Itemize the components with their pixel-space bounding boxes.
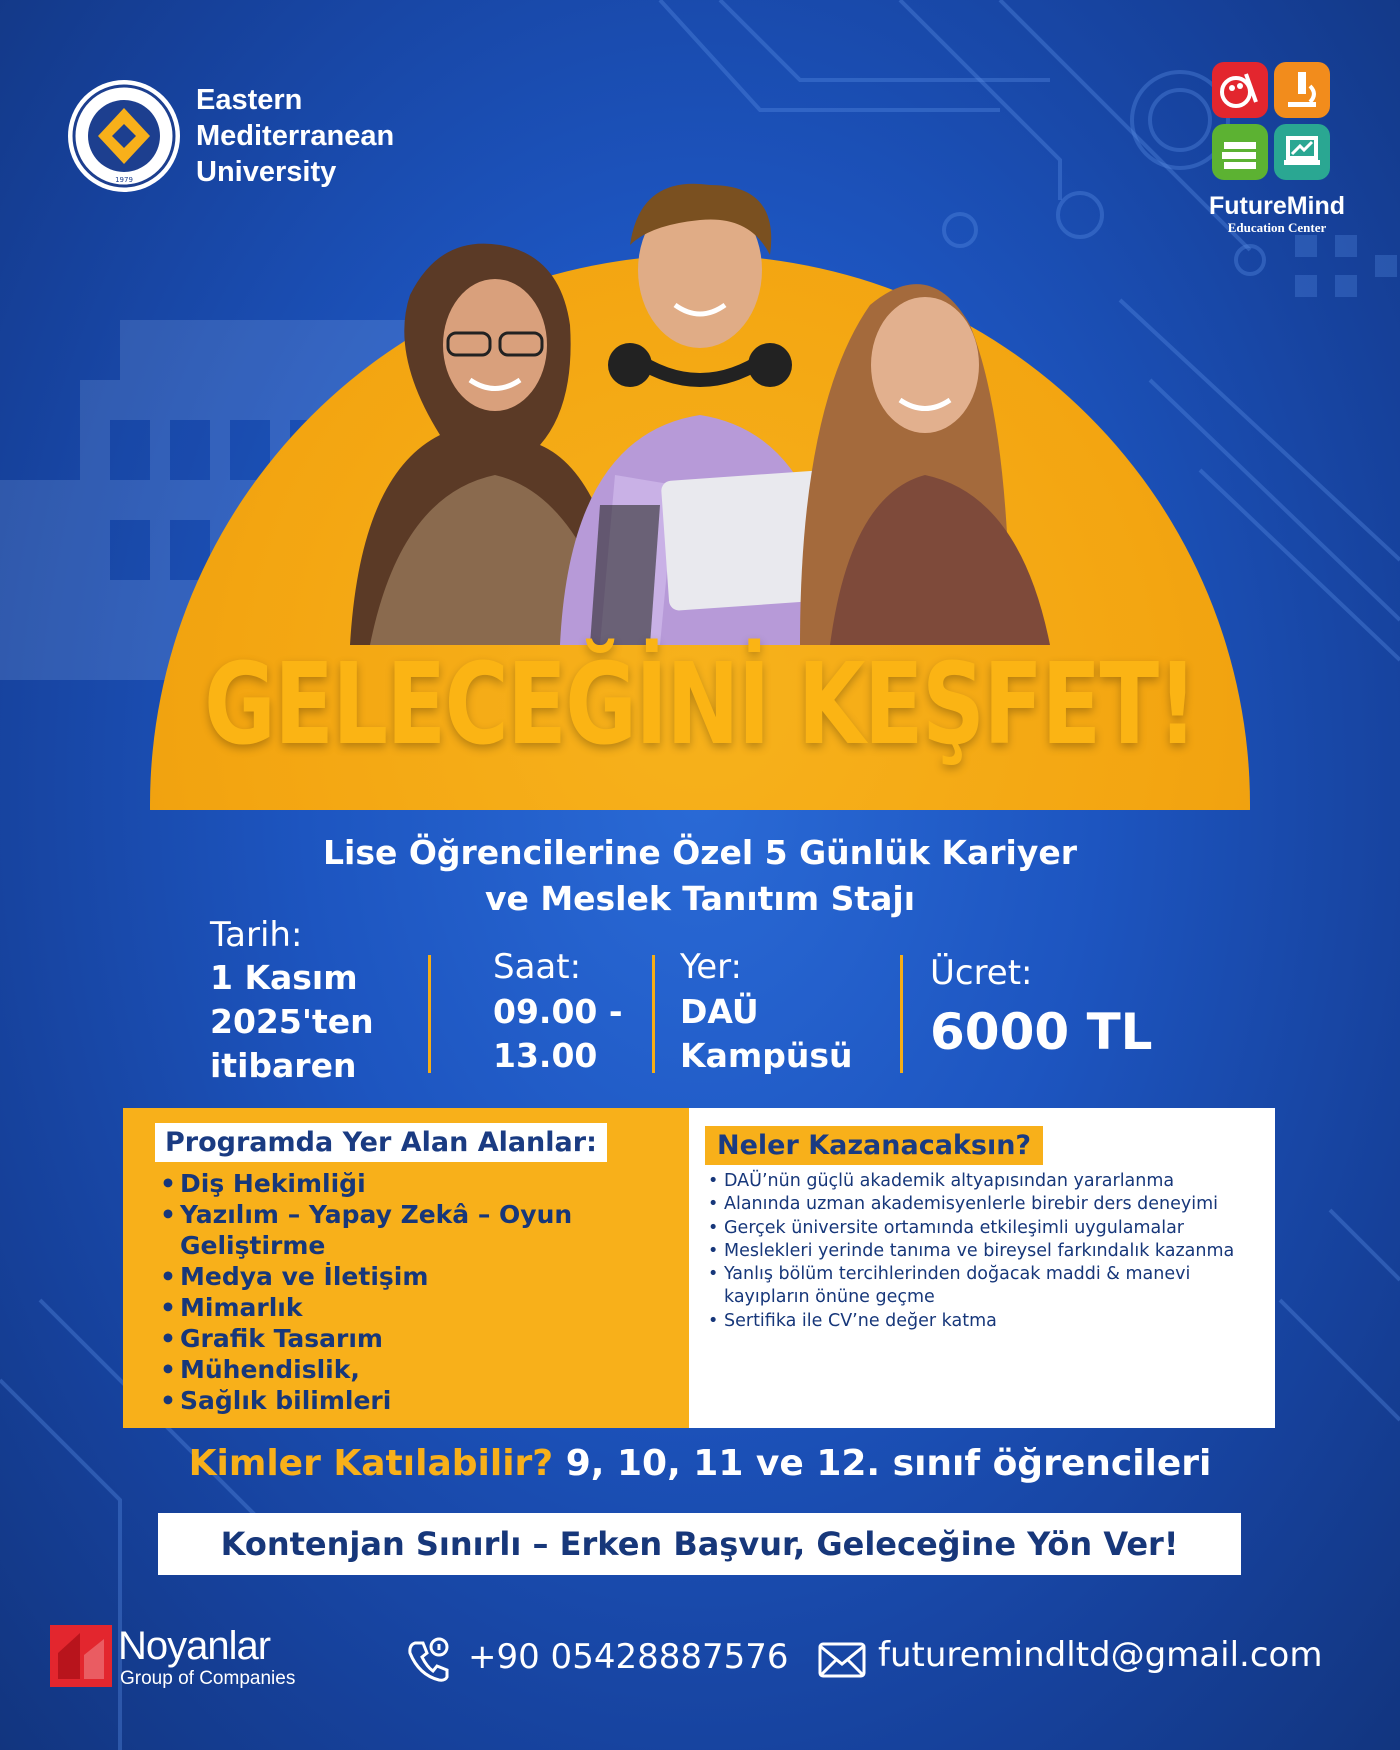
gain-item-5: • Yanlış bölüm tercihlerinden doğacak maddi & manevi kayıpların önüne geçme (708, 1263, 1263, 1310)
university-name-line-2: Mediterranean (196, 120, 395, 152)
place-value (680, 990, 852, 1078)
subtitle-line-2: ve Meslek Tanıtım Stajı (484, 879, 916, 918)
place-value-line-1: DAÜ (680, 992, 759, 1031)
palette-icon (1212, 62, 1268, 118)
books-icon (1212, 124, 1268, 180)
call-to-action-banner: Kontenjan Sınırlı – Erken Başvur, Geleceğine Yön Ver! (158, 1513, 1241, 1575)
time-value-line-1: 09.00 - (493, 992, 623, 1031)
subtitle (200, 830, 1200, 922)
fee-label: Ücret: (930, 953, 1033, 993)
info-separator-3 (900, 955, 903, 1073)
date-label: Tarih: (210, 915, 303, 955)
info-separator-1 (428, 955, 431, 1073)
program-title: Programda Yer Alan Alanlar: (155, 1123, 607, 1162)
date-value (210, 956, 374, 1088)
gain-item-2: • Alanında uzman akademisyenlerle birebir ders deneyimi (708, 1193, 1263, 1216)
svg-text:1979: 1979 (115, 176, 133, 184)
place-label: Yer: (680, 947, 743, 987)
email-icon (818, 1642, 866, 1678)
gain-item-6: • Sertifika ile CV’ne değer katma (708, 1310, 1263, 1333)
program-item-dentistry: • Diş Hekimliği (160, 1168, 680, 1199)
place-value-line-2: Kampüsü (680, 1036, 853, 1075)
info-separator-2 (652, 955, 655, 1073)
eligibility-question: Kimler Katılabilir? (188, 1443, 554, 1484)
eligibility-line (0, 1443, 1400, 1484)
program-item-architecture: • Mimarlık (160, 1292, 680, 1323)
sponsor-name: Noyanlar (118, 1624, 271, 1668)
gain-item-3: • Gerçek üniversite ortamında etkileşimli uygulamalar (708, 1217, 1263, 1240)
microscope-icon (1274, 62, 1330, 118)
gains-list (708, 1170, 1263, 1333)
sponsor-subtitle: Group of Companies (120, 1668, 296, 1689)
date-value-line-3: itibaren (210, 1046, 357, 1085)
noyanlar-logo-icon (50, 1625, 112, 1687)
time-value-line-2: 13.00 (493, 1036, 598, 1075)
fee-value: 6000 TL (930, 1003, 1153, 1061)
program-item-graphic-design: • Grafik Tasarım (160, 1323, 680, 1354)
date-value-line-1: 1 Kasım (210, 958, 358, 997)
gain-item-4: • Meslekleri yerinde tanıma ve bireysel farkındalık kazanma (708, 1240, 1263, 1263)
futuremind-subtitle: Education Center (1227, 220, 1327, 235)
phone-icon (405, 1635, 453, 1683)
program-item-engineering: • Mühendislik, (160, 1354, 680, 1385)
university-name-line-1: Eastern (196, 84, 303, 116)
time-value (493, 990, 623, 1078)
program-item-media: • Medya ve İletişim (160, 1261, 680, 1292)
university-name-line-3: University (196, 156, 337, 188)
headline: GELECEĞİNİ KEŞFET! (204, 640, 1196, 770)
gains-title: Neler Kazanacaksın? (705, 1126, 1043, 1165)
time-label: Saat: (493, 947, 582, 987)
program-list (160, 1168, 680, 1416)
phone-number[interactable]: +90 05428887576 (468, 1637, 789, 1677)
futuremind-name: FutureMind (1208, 192, 1346, 220)
program-item-software-ai-games: • Yazılım – Yapay Zekâ – Oyun Geliştirme (160, 1199, 680, 1261)
date-value-line-2: 2025'ten (210, 1002, 374, 1041)
university-name (196, 82, 394, 190)
subtitle-line-1: Lise Öğrencilerine Özel 5 Günlük Kariyer (323, 833, 1077, 872)
program-item-health-sciences: • Sağlık bilimleri (160, 1385, 680, 1416)
gain-item-1: • DAÜ’nün güçlü akademik altyapısından yararlanma (708, 1170, 1263, 1193)
emu-seal-logo (66, 78, 182, 194)
eligibility-answer: 9, 10, 11 ve 12. sınıf öğrencileri (565, 1443, 1212, 1484)
laptop-chart-icon (1274, 124, 1330, 180)
email-address[interactable]: futuremindltd@gmail.com (878, 1635, 1323, 1675)
students-photo (330, 175, 1070, 645)
